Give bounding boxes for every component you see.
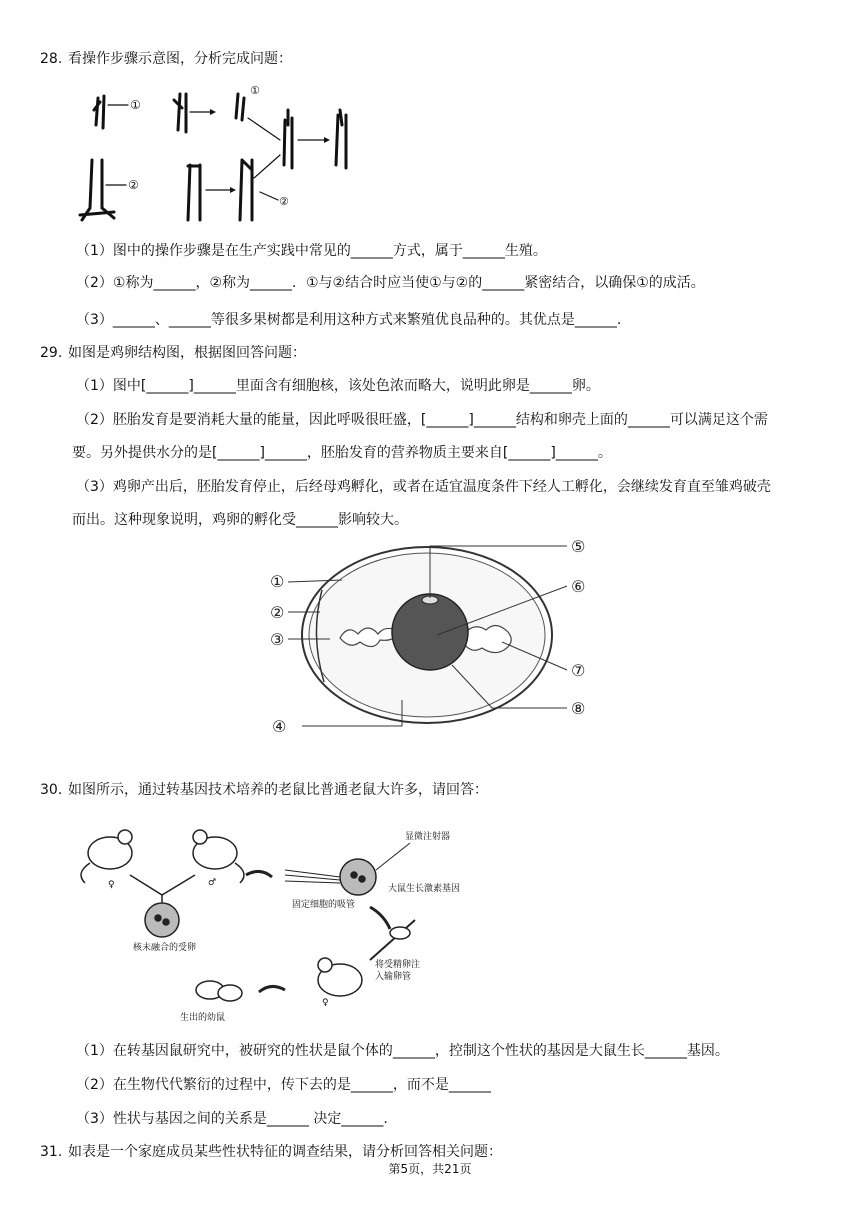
q29-stem (40, 343, 306, 363)
fig-label-baby: 生出的幼鼠 (180, 1013, 226, 1023)
q28-sub2: （2）①称为______，②称为______．①与②结合时应当使①与②的______紧密结合，以确保①的成活。 (76, 275, 705, 291)
q29-sub3a: （3）鸡卵产出后，胚胎发育停止，后经母鸡孵化，或者在适宜温度条件下经人工孵化，会继续发育直至雏鸡破壳 (76, 479, 771, 495)
egg-label-3: ③ (270, 630, 285, 649)
egg-label-8: ⑧ (571, 699, 586, 718)
egg-label-1: ① (270, 572, 285, 591)
fertilized-egg (145, 903, 179, 937)
q30-stem-text: 如图所示，通过转基因技术培养的老鼠比普通老鼠大许多，请回答： (68, 782, 488, 798)
male-symbol: ♂ (208, 878, 217, 888)
grafting-label-2-right: ② (279, 195, 289, 208)
q30-stem (40, 780, 488, 800)
q30-number: 30. (40, 782, 63, 798)
grafting-label-2-left: ② (128, 178, 139, 192)
q29-stem-text: 如图是鸡卵结构图，根据图回答问题： (68, 345, 306, 361)
transgenic-mouse-diagram (70, 815, 510, 1030)
egg-label-6: ⑥ (571, 577, 586, 596)
recipient-female-symbol: ♀ (322, 998, 329, 1008)
q30-sub1: （1）在转基因鼠研究中，被研究的性状是鼠个体的______，控制这个性状的基因是大鼠生长______基因。 (76, 1043, 729, 1059)
grafting-diagram (70, 80, 370, 230)
fig-label-egg: 核未融合的受卵 (133, 943, 197, 953)
held-egg (340, 859, 376, 895)
q28-sub3: （3）______、______等很多果树都是利用这种方式来繁殖优良品种的。其优点是______. (76, 312, 622, 328)
q28-stem-text: 看操作步骤示意图，分析完成问题： (68, 51, 292, 67)
fig-label-inject: 将受精卵注 (375, 960, 421, 970)
q28-number: 28. (40, 51, 63, 67)
q31-stem (40, 1142, 502, 1162)
egg-label-4: ④ (272, 717, 287, 736)
egg-label-7: ⑦ (571, 661, 586, 680)
egg-yolk (392, 594, 468, 670)
q28-sub1: （1）图中的操作步骤是在生产实践中常见的______方式，属于______生殖。 (76, 243, 547, 259)
q28-stem (40, 49, 292, 69)
q31-stem-text: 如表是一个家庭成员某些性状特征的调查结果，请分析回答相关问题： (68, 1144, 502, 1160)
egg-label-5: ⑤ (571, 537, 586, 556)
q31-number: 31. (40, 1144, 63, 1160)
fig-label-injector: 显微注射器 (405, 832, 451, 842)
fig-label-inject-2: 入输卵管 (375, 972, 412, 982)
q29-sub2a: （2）胚胎发育是要消耗大量的能量，因此呼吸很旺盛，[______]______结构和卵壳上面的______可以满足这个需 (76, 412, 768, 428)
female-symbol: ♀ (108, 880, 115, 890)
egg-structure-diagram (262, 530, 602, 745)
q30-sub2: （2）在生物代代繁衍的过程中，传下去的是______，而不是______ (76, 1077, 491, 1093)
q29-sub3b: 而出。这种现象说明，鸡卵的孵化受______影响较大。 (72, 512, 408, 528)
grafting-label-1-small: ① (250, 84, 260, 97)
q29-sub1: （1）图中[______]______里面含有细胞核，该处色浓而略大，说明此卵是______卵。 (76, 378, 600, 394)
fig-label-gene: 大鼠生长激素基因 (388, 884, 461, 894)
grafting-label-1-top: ① (130, 98, 141, 112)
q29-number: 29. (40, 345, 63, 361)
page-footer: 第5页，共21页 (388, 1162, 472, 1176)
q30-sub3: （3）性状与基因之间的关系是______ 决定______. (76, 1111, 388, 1127)
fig-label-pipette: 固定细胞的吸管 (292, 900, 356, 910)
chalaza-right (464, 625, 511, 652)
egg-label-2: ② (270, 603, 285, 622)
q29-sub2b: 要。另外提供水分的是[______]______，胚胎发育的营养物质主要来自[______]______。 (72, 445, 612, 461)
